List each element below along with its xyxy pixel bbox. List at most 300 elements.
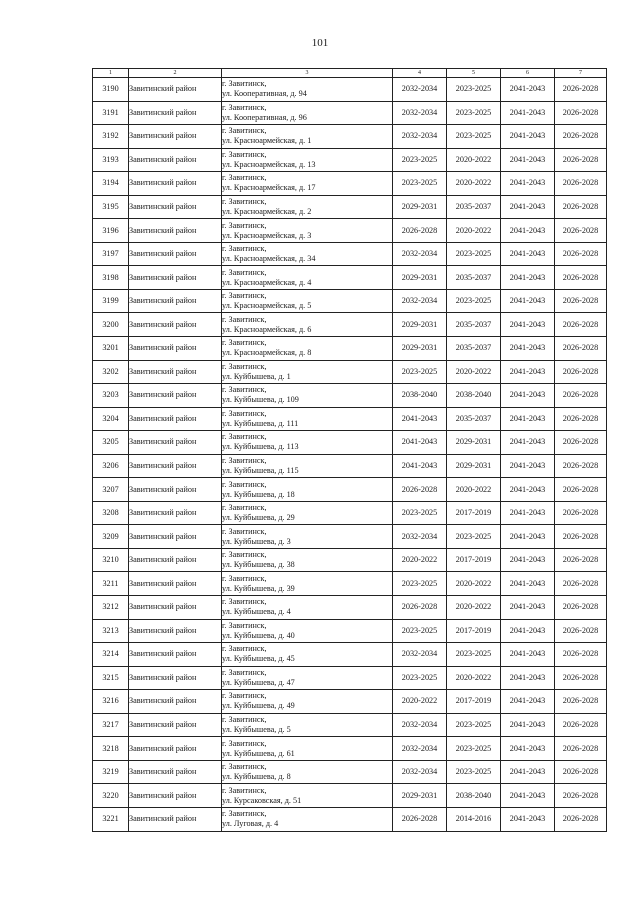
period-cell-col5: 2020-2022: [447, 219, 501, 243]
address-street: ул. Курсаковская, д. 51: [222, 795, 302, 805]
address-cell: [222, 737, 393, 761]
period-cell-col6: 2041-2043: [501, 807, 555, 831]
period-cell-col5: 2020-2022: [447, 360, 501, 384]
district-cell: Завитинский район: [129, 760, 222, 784]
period-cell-col4: 2032-2034: [393, 78, 447, 102]
row-number-cell: 3198: [93, 266, 129, 290]
row-number-cell: 3214: [93, 643, 129, 667]
period-cell-col4: 2029-2031: [393, 195, 447, 219]
row-number-cell: 3203: [93, 384, 129, 408]
row-number-cell: 3190: [93, 78, 129, 102]
district-cell: Завитинский район: [129, 101, 222, 125]
row-number-cell: 3209: [93, 525, 129, 549]
address-cell: [222, 666, 393, 690]
address-city: г. Завитинск,: [222, 479, 267, 489]
address-street: ул. Куйбышева, д. 29: [222, 513, 295, 523]
period-cell-col4: 2032-2034: [393, 289, 447, 313]
table-row: [93, 219, 607, 243]
period-cell-col7: 2026-2028: [555, 242, 607, 266]
column-number-row: [93, 69, 607, 78]
period-cell-col7: 2026-2028: [555, 219, 607, 243]
table-row: [93, 643, 607, 667]
district-cell: Завитинский район: [129, 807, 222, 831]
address-street: ул. Куйбышева, д. 4: [222, 607, 291, 617]
address-cell: [222, 619, 393, 643]
district-cell: Завитинский район: [129, 478, 222, 502]
address-city: г. Завитинск,: [222, 408, 267, 418]
row-number-cell: 3210: [93, 548, 129, 572]
address-city: г. Завитинск,: [222, 173, 267, 183]
row-number-cell: 3218: [93, 737, 129, 761]
period-cell-col5: 2020-2022: [447, 172, 501, 196]
period-cell-col4: 2026-2028: [393, 596, 447, 620]
period-cell-col4: 2023-2025: [393, 360, 447, 384]
period-cell-col7: 2026-2028: [555, 289, 607, 313]
table-row: [93, 784, 607, 808]
row-number-cell: 3213: [93, 619, 129, 643]
row-number-cell: 3220: [93, 784, 129, 808]
district-cell: Завитинский район: [129, 572, 222, 596]
period-cell-col5: 2035-2037: [447, 313, 501, 337]
address-city: г. Завитинск,: [222, 385, 267, 395]
period-cell-col7: 2026-2028: [555, 78, 607, 102]
address-street: ул. Куйбышева, д. 109: [222, 395, 299, 405]
district-cell: Завитинский район: [129, 148, 222, 172]
period-cell-col7: 2026-2028: [555, 501, 607, 525]
district-cell: Завитинский район: [129, 596, 222, 620]
district-cell: Завитинский район: [129, 78, 222, 102]
table-row: [93, 313, 607, 337]
period-cell-col5: 2017-2019: [447, 690, 501, 714]
address-cell: [222, 643, 393, 667]
address-cell: [222, 407, 393, 431]
period-cell-col4: 2032-2034: [393, 525, 447, 549]
period-cell-col7: 2026-2028: [555, 148, 607, 172]
district-cell: Завитинский район: [129, 737, 222, 761]
table-row: [93, 431, 607, 455]
period-cell-col4: 2032-2034: [393, 101, 447, 125]
district-cell: Завитинский район: [129, 195, 222, 219]
table-row: [93, 807, 607, 831]
period-cell-col5: 2023-2025: [447, 713, 501, 737]
period-cell-col6: 2041-2043: [501, 548, 555, 572]
period-cell-col7: 2026-2028: [555, 760, 607, 784]
row-number-cell: 3197: [93, 242, 129, 266]
row-number-cell: 3217: [93, 713, 129, 737]
address-cell: [222, 78, 393, 102]
period-cell-col7: 2026-2028: [555, 313, 607, 337]
district-cell: Завитинский район: [129, 337, 222, 361]
page-number: 101: [311, 37, 329, 49]
period-cell-col6: 2041-2043: [501, 219, 555, 243]
address-city: г. Завитинск,: [222, 597, 267, 607]
period-cell-col4: 2038-2040: [393, 384, 447, 408]
row-number-cell: 3205: [93, 431, 129, 455]
row-number-cell: 3201: [93, 337, 129, 361]
housing-registry-table: [92, 68, 607, 832]
table-row: [93, 548, 607, 572]
period-cell-col4: 2023-2025: [393, 572, 447, 596]
period-cell-col5: 2023-2025: [447, 242, 501, 266]
period-cell-col7: 2026-2028: [555, 737, 607, 761]
column-header: 7: [555, 69, 607, 78]
district-cell: Завитинский район: [129, 242, 222, 266]
period-cell-col5: 2038-2040: [447, 784, 501, 808]
district-cell: Завитинский район: [129, 360, 222, 384]
table-row: [93, 760, 607, 784]
table-row: [93, 384, 607, 408]
period-cell-col4: 2029-2031: [393, 337, 447, 361]
address-cell: [222, 525, 393, 549]
address-cell: [222, 713, 393, 737]
row-number-cell: 3204: [93, 407, 129, 431]
table-row: [93, 172, 607, 196]
address-street: ул. Кооперативная, д. 96: [222, 112, 307, 122]
period-cell-col6: 2041-2043: [501, 784, 555, 808]
address-street: ул. Куйбышева, д. 45: [222, 654, 295, 664]
address-city: г. Завитинск,: [222, 267, 267, 277]
period-cell-col4: 2029-2031: [393, 313, 447, 337]
district-cell: Завитинский район: [129, 289, 222, 313]
table-row: [93, 478, 607, 502]
period-cell-col4: 2029-2031: [393, 784, 447, 808]
period-cell-col7: 2026-2028: [555, 101, 607, 125]
period-cell-col7: 2026-2028: [555, 666, 607, 690]
period-cell-col6: 2041-2043: [501, 572, 555, 596]
district-cell: Завитинский район: [129, 313, 222, 337]
row-number-cell: 3202: [93, 360, 129, 384]
table-row: [93, 619, 607, 643]
period-cell-col6: 2041-2043: [501, 148, 555, 172]
column-header: 6: [501, 69, 555, 78]
period-cell-col4: 2041-2043: [393, 407, 447, 431]
period-cell-col5: 2020-2022: [447, 572, 501, 596]
address-city: г. Завитинск,: [222, 102, 267, 112]
district-cell: Завитинский район: [129, 431, 222, 455]
district-cell: Завитинский район: [129, 548, 222, 572]
address-street: ул. Красноармейская, д. 1: [222, 136, 312, 146]
period-cell-col4: 2023-2025: [393, 148, 447, 172]
row-number-cell: 3194: [93, 172, 129, 196]
period-cell-col6: 2041-2043: [501, 195, 555, 219]
period-cell-col7: 2026-2028: [555, 619, 607, 643]
address-city: г. Завитинск,: [222, 197, 267, 206]
address-street: ул. Куйбышева, д. 113: [222, 442, 299, 452]
district-cell: Завитинский район: [129, 384, 222, 408]
table-row: [93, 195, 607, 219]
address-cell: [222, 219, 393, 243]
district-cell: Завитинский район: [129, 619, 222, 643]
table-row: [93, 125, 607, 149]
address-street: ул. Куйбышева, д. 18: [222, 489, 295, 499]
period-cell-col6: 2041-2043: [501, 407, 555, 431]
address-city: г. Завитинск,: [222, 432, 267, 442]
period-cell-col6: 2041-2043: [501, 713, 555, 737]
row-number-cell: 3216: [93, 690, 129, 714]
period-cell-col5: 2023-2025: [447, 760, 501, 784]
period-cell-col7: 2026-2028: [555, 407, 607, 431]
address-cell: [222, 572, 393, 596]
address-cell: [222, 596, 393, 620]
district-cell: Завитинский район: [129, 125, 222, 149]
district-cell: Завитинский район: [129, 454, 222, 478]
period-cell-col7: 2026-2028: [555, 431, 607, 455]
period-cell-col5: 2035-2037: [447, 195, 501, 219]
address-cell: [222, 454, 393, 478]
column-header: 3: [222, 69, 393, 78]
address-cell: [222, 431, 393, 455]
address-city: г. Завитинск,: [222, 126, 267, 136]
address-street: ул. Куйбышева, д. 111: [222, 418, 299, 428]
row-number-cell: 3211: [93, 572, 129, 596]
address-city: г. Завитинск,: [222, 644, 267, 654]
row-number-cell: 3196: [93, 219, 129, 243]
address-city: г. Завитинск,: [222, 809, 267, 819]
address-street: ул. Красноармейская, д. 4: [222, 277, 312, 287]
period-cell-col5: 2020-2022: [447, 478, 501, 502]
district-cell: Завитинский район: [129, 666, 222, 690]
address-city: г. Завитинск,: [222, 762, 267, 772]
address-city: г. Завитинск,: [222, 79, 267, 89]
period-cell-col6: 2041-2043: [501, 266, 555, 290]
period-cell-col7: 2026-2028: [555, 807, 607, 831]
address-city: г. Завитинск,: [222, 573, 267, 583]
address-city: г. Завитинск,: [222, 220, 267, 230]
address-cell: [222, 242, 393, 266]
period-cell-col4: 2023-2025: [393, 666, 447, 690]
row-number-cell: 3200: [93, 313, 129, 337]
address-city: г. Завитинск,: [222, 244, 267, 254]
period-cell-col4: 2020-2022: [393, 690, 447, 714]
district-cell: Завитинский район: [129, 266, 222, 290]
address-cell: [222, 195, 393, 219]
period-cell-col6: 2041-2043: [501, 525, 555, 549]
period-cell-col5: 2035-2037: [447, 266, 501, 290]
period-cell-col4: 2023-2025: [393, 619, 447, 643]
period-cell-col5: 2029-2031: [447, 454, 501, 478]
period-cell-col4: 2041-2043: [393, 431, 447, 455]
period-cell-col7: 2026-2028: [555, 713, 607, 737]
address-street: ул. Куйбышева, д. 3: [222, 536, 291, 546]
period-cell-col4: 2032-2034: [393, 713, 447, 737]
column-header: 2: [129, 69, 222, 78]
table-row: [93, 454, 607, 478]
address-street: ул. Красноармейская, д. 2: [222, 207, 312, 216]
address-cell: [222, 360, 393, 384]
period-cell-col4: 2023-2025: [393, 172, 447, 196]
period-cell-col6: 2041-2043: [501, 360, 555, 384]
period-cell-col4: 2032-2034: [393, 242, 447, 266]
row-number-cell: 3221: [93, 807, 129, 831]
table-row: [93, 148, 607, 172]
address-cell: [222, 172, 393, 196]
period-cell-col6: 2041-2043: [501, 478, 555, 502]
table-row: [93, 101, 607, 125]
table-row: [93, 525, 607, 549]
period-cell-col6: 2041-2043: [501, 78, 555, 102]
row-number-cell: 3191: [93, 101, 129, 125]
period-cell-col6: 2041-2043: [501, 690, 555, 714]
address-cell: [222, 548, 393, 572]
address-street: ул. Куйбышева, д. 47: [222, 677, 295, 687]
table-row: [93, 737, 607, 761]
period-cell-col6: 2041-2043: [501, 619, 555, 643]
period-cell-col6: 2041-2043: [501, 501, 555, 525]
row-number-cell: 3206: [93, 454, 129, 478]
row-number-cell: 3195: [93, 195, 129, 219]
period-cell-col7: 2026-2028: [555, 195, 607, 219]
address-cell: [222, 148, 393, 172]
district-cell: Завитинский район: [129, 525, 222, 549]
address-city: г. Завитинск,: [222, 361, 267, 371]
table-body: [93, 78, 607, 832]
address-city: г. Завитинск,: [222, 691, 267, 701]
period-cell-col6: 2041-2043: [501, 242, 555, 266]
period-cell-col7: 2026-2028: [555, 125, 607, 149]
district-cell: Завитинский район: [129, 784, 222, 808]
table-row: [93, 337, 607, 361]
row-number-cell: 3207: [93, 478, 129, 502]
address-city: г. Завитинск,: [222, 715, 267, 725]
period-cell-col7: 2026-2028: [555, 572, 607, 596]
address-city: г. Завитинск,: [222, 314, 267, 324]
district-cell: Завитинский район: [129, 713, 222, 737]
address-city: г. Завитинск,: [222, 550, 267, 560]
period-cell-col4: 2032-2034: [393, 125, 447, 149]
row-number-cell: 3199: [93, 289, 129, 313]
address-street: ул. Куйбышева, д. 40: [222, 630, 295, 640]
period-cell-col5: 2023-2025: [447, 78, 501, 102]
period-cell-col5: 2023-2025: [447, 101, 501, 125]
column-header: 5: [447, 69, 501, 78]
table-row: [93, 501, 607, 525]
address-street: ул. Красноармейская, д. 13: [222, 159, 316, 169]
address-cell: [222, 266, 393, 290]
address-city: г. Завитинск,: [222, 738, 267, 748]
address-street: ул. Куйбышева, д. 38: [222, 560, 295, 570]
period-cell-col6: 2041-2043: [501, 384, 555, 408]
period-cell-col6: 2041-2043: [501, 337, 555, 361]
period-cell-col5: 2017-2019: [447, 548, 501, 572]
table-row: [93, 360, 607, 384]
period-cell-col7: 2026-2028: [555, 266, 607, 290]
address-city: г. Завитинск,: [222, 785, 267, 795]
period-cell-col5: 2020-2022: [447, 596, 501, 620]
district-cell: Завитинский район: [129, 501, 222, 525]
period-cell-col6: 2041-2043: [501, 289, 555, 313]
period-cell-col7: 2026-2028: [555, 784, 607, 808]
period-cell-col6: 2041-2043: [501, 125, 555, 149]
period-cell-col4: 2032-2034: [393, 643, 447, 667]
table-row: [93, 690, 607, 714]
address-city: г. Завитинск,: [222, 338, 267, 348]
period-cell-col6: 2041-2043: [501, 454, 555, 478]
period-cell-col5: 2038-2040: [447, 384, 501, 408]
period-cell-col7: 2026-2028: [555, 643, 607, 667]
period-cell-col5: 2020-2022: [447, 148, 501, 172]
period-cell-col4: 2029-2031: [393, 266, 447, 290]
table-row: [93, 596, 607, 620]
table-row: [93, 289, 607, 313]
table-row: [93, 242, 607, 266]
period-cell-col4: 2023-2025: [393, 501, 447, 525]
address-street: ул. Куйбышева, д. 61: [222, 748, 295, 758]
address-city: г. Завитинск,: [222, 526, 267, 536]
district-cell: Завитинский район: [129, 643, 222, 667]
period-cell-col5: 2035-2037: [447, 407, 501, 431]
address-cell: [222, 807, 393, 831]
period-cell-col4: 2032-2034: [393, 760, 447, 784]
period-cell-col5: 2023-2025: [447, 737, 501, 761]
row-number-cell: 3212: [93, 596, 129, 620]
period-cell-col5: 2035-2037: [447, 337, 501, 361]
period-cell-col7: 2026-2028: [555, 337, 607, 361]
address-cell: [222, 690, 393, 714]
address-street: ул. Кооперативная, д. 94: [222, 89, 307, 99]
table-row: [93, 78, 607, 102]
address-street: ул. Красноармейская, д. 6: [222, 324, 312, 334]
row-number-cell: 3215: [93, 666, 129, 690]
period-cell-col6: 2041-2043: [501, 596, 555, 620]
column-header: 4: [393, 69, 447, 78]
address-city: г. Завитинск,: [222, 667, 267, 677]
period-cell-col5: 2020-2022: [447, 666, 501, 690]
address-street: ул. Луговая, д. 4: [222, 819, 279, 829]
period-cell-col6: 2041-2043: [501, 313, 555, 337]
table-row: [93, 407, 607, 431]
address-cell: [222, 313, 393, 337]
address-cell: [222, 784, 393, 808]
period-cell-col6: 2041-2043: [501, 101, 555, 125]
row-number-cell: 3208: [93, 501, 129, 525]
address-cell: [222, 337, 393, 361]
period-cell-col7: 2026-2028: [555, 690, 607, 714]
district-cell: Завитинский район: [129, 407, 222, 431]
row-number-cell: 3192: [93, 125, 129, 149]
address-city: г. Завитинск,: [222, 149, 267, 159]
row-number-cell: 3219: [93, 760, 129, 784]
address-city: г. Завитинск,: [222, 291, 267, 301]
address-street: ул. Красноармейская, д. 17: [222, 183, 316, 193]
address-street: ул. Красноармейская, д. 5: [222, 301, 312, 311]
address-street: ул. Куйбышева, д. 8: [222, 772, 291, 782]
period-cell-col4: 2032-2034: [393, 737, 447, 761]
period-cell-col4: 2020-2022: [393, 548, 447, 572]
table-row: [93, 666, 607, 690]
period-cell-col7: 2026-2028: [555, 454, 607, 478]
period-cell-col7: 2026-2028: [555, 478, 607, 502]
address-city: г. Завитинск,: [222, 456, 267, 466]
period-cell-col5: 2014-2016: [447, 807, 501, 831]
period-cell-col5: 2017-2019: [447, 619, 501, 643]
period-cell-col5: 2023-2025: [447, 125, 501, 149]
district-cell: Завитинский район: [129, 690, 222, 714]
address-cell: [222, 478, 393, 502]
period-cell-col6: 2041-2043: [501, 172, 555, 196]
period-cell-col6: 2041-2043: [501, 666, 555, 690]
period-cell-col7: 2026-2028: [555, 548, 607, 572]
period-cell-col5: 2017-2019: [447, 501, 501, 525]
district-cell: Завитинский район: [129, 172, 222, 196]
address-cell: [222, 501, 393, 525]
address-city: г. Завитинск,: [222, 620, 267, 630]
period-cell-col5: 2029-2031: [447, 431, 501, 455]
address-street: ул. Красноармейская, д. 3: [222, 230, 312, 240]
period-cell-col4: 2026-2028: [393, 219, 447, 243]
address-cell: [222, 760, 393, 784]
period-cell-col5: 2023-2025: [447, 289, 501, 313]
period-cell-col6: 2041-2043: [501, 431, 555, 455]
